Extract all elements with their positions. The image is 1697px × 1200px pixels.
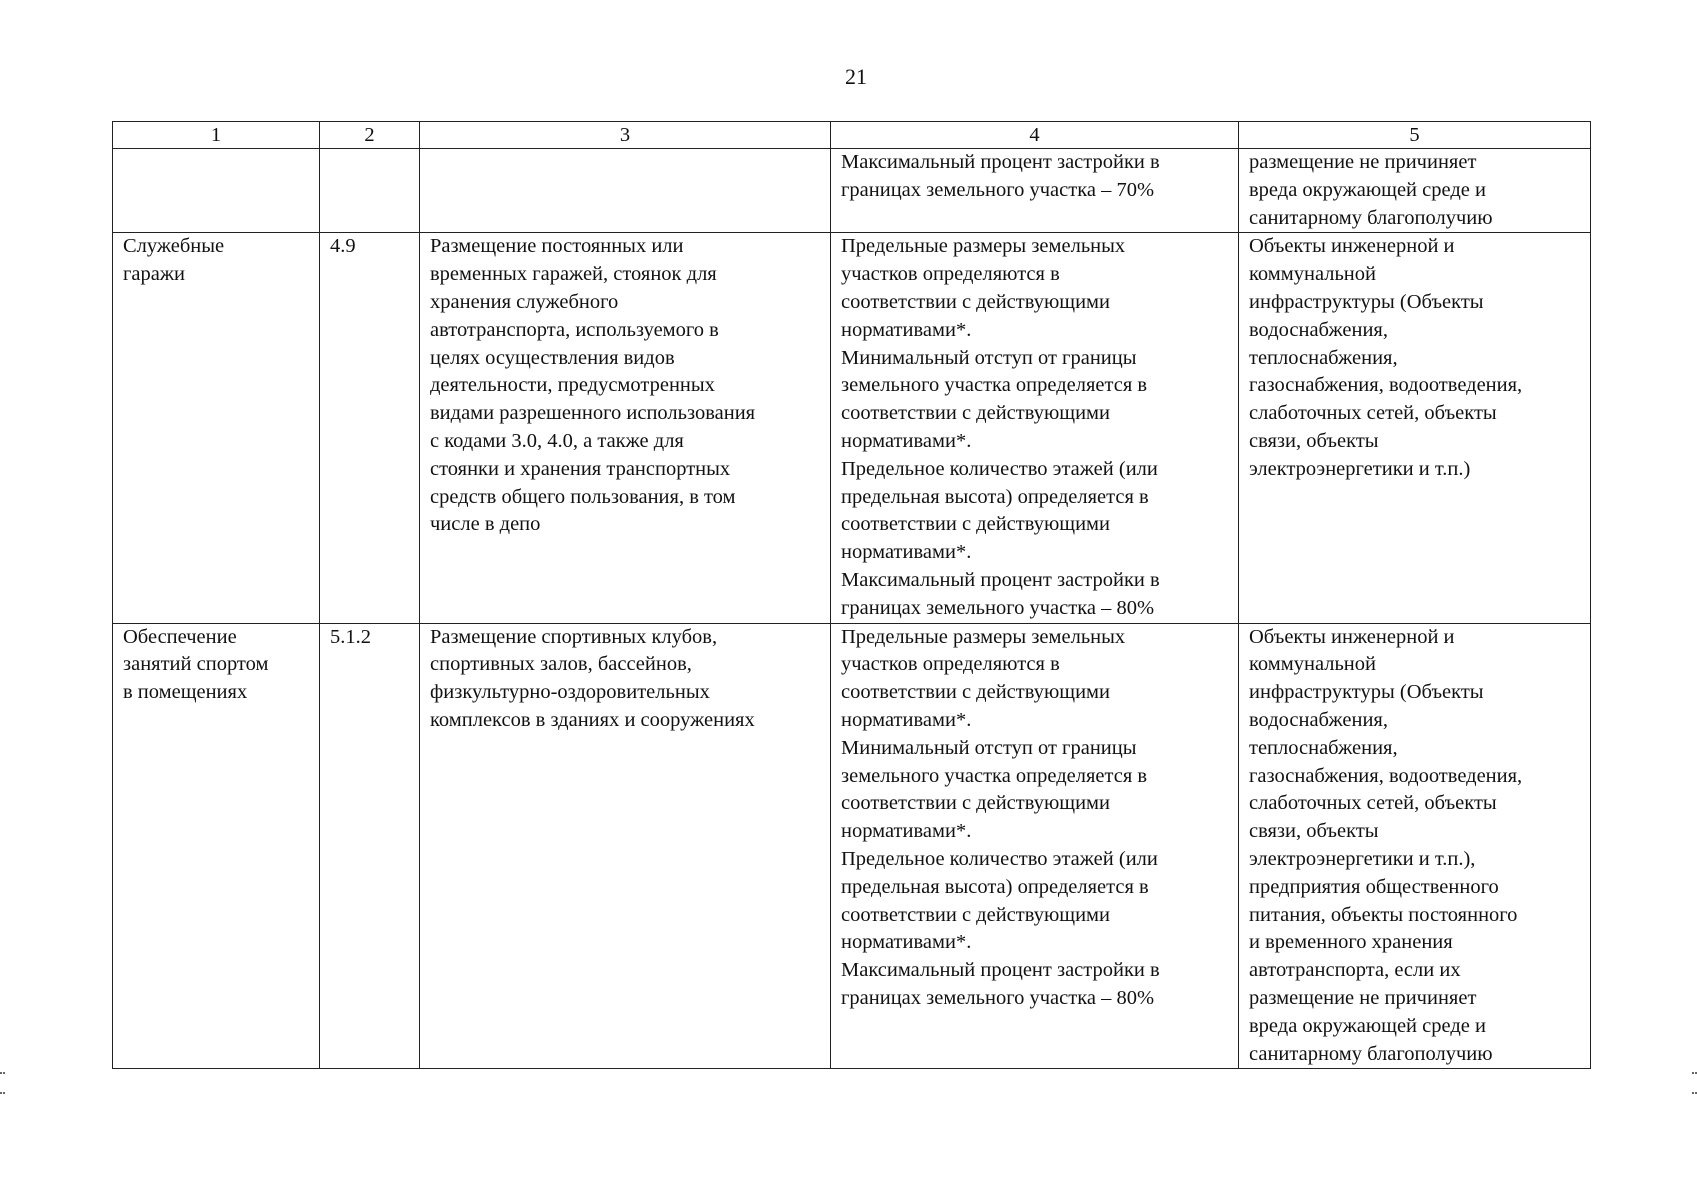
- cell-text-line: Максимальный процент застройки в: [841, 151, 1160, 173]
- cell-text-line: 5.1.2: [330, 625, 371, 648]
- cell-text-line: электроэнергетики и т.п.): [1249, 457, 1471, 480]
- cell-text-line: нормативами*.: [841, 820, 972, 843]
- cell-text-line: коммунальной: [1249, 263, 1376, 286]
- cell-text-line: спортивных залов, бассейнов,: [430, 653, 692, 676]
- cell-text-line: газоснабжения, водоотведения,: [1249, 374, 1523, 397]
- cell-text-line: в помещениях: [123, 681, 248, 704]
- cell-text-line: земельного участка определяется в: [841, 764, 1148, 787]
- cell-text-line: соответствии с действующими: [841, 792, 1110, 815]
- cell-text-line: Минимальный отступ от границы: [841, 736, 1137, 759]
- cell-text-line: Обеспечение: [123, 625, 237, 648]
- cell-text-line: предприятия общественного: [1249, 875, 1499, 898]
- cell-text-line: вреда окружающей среде и: [1249, 178, 1486, 201]
- land-use-table: [112, 121, 1591, 1069]
- cell-text-line: водоснабжения,: [1249, 318, 1388, 341]
- cell-text-line: связи, объекты: [1249, 820, 1379, 843]
- cell-text-line: Максимальный процент застройки в: [841, 959, 1160, 982]
- land-use-description-cell: [420, 149, 831, 233]
- parameters-cell: [831, 623, 1239, 1069]
- cell-text-line: стоянки и хранения транспортных: [430, 457, 731, 480]
- cell-text-line: соответствии с действующими: [841, 513, 1110, 536]
- land-use-code-cell: [320, 623, 420, 1069]
- cell-text-line: водоснабжения,: [1249, 708, 1388, 731]
- cell-text-line: теплоснабжения,: [1249, 736, 1398, 759]
- cell-text-line: соответствии с действующими: [841, 402, 1110, 425]
- header-cell: 2: [320, 122, 420, 149]
- cell-text-line: вреда окружающей среде и: [1249, 1014, 1486, 1037]
- land-use-description-cell: [420, 623, 831, 1069]
- cell-text-line: теплоснабжения,: [1249, 346, 1398, 369]
- cell-text-line: с кодами 3.0, 4.0, а также для: [430, 429, 684, 452]
- cell-text-line: соответствии с действующими: [841, 681, 1110, 704]
- auxiliary-uses-cell: [1239, 623, 1591, 1069]
- cell-text-line: Размещение спортивных клубов,: [430, 625, 718, 648]
- cell-text-line: соответствии с действующими: [841, 903, 1110, 926]
- cell-text-line: коммунальной: [1249, 653, 1376, 676]
- cell-text-line: автотранспорта, используемого в: [430, 318, 719, 341]
- cell-text-line: деятельности, предусмотренных: [430, 374, 715, 397]
- cell-text-line: нормативами*.: [841, 931, 972, 954]
- cell-text-line: земельного участка определяется в: [841, 374, 1148, 397]
- cell-text-line: размещение не причиняет: [1249, 986, 1477, 1009]
- table-row: [113, 233, 1591, 623]
- cell-text-line: Объекты инженерной и: [1249, 235, 1455, 258]
- auxiliary-uses-cell: [1239, 233, 1591, 623]
- header-cell: 1: [113, 122, 320, 149]
- cell-text-line: инфраструктуры (Объекты: [1249, 681, 1484, 704]
- cell-text-line: Минимальный отступ от границы: [841, 346, 1137, 369]
- cell-text-line: электроэнергетики и т.п.),: [1249, 847, 1476, 870]
- cell-text-line: и временного хранения: [1249, 931, 1453, 954]
- cell-text-line: видами разрешенного использования: [430, 402, 756, 425]
- cell-text-line: Размещение постоянных или: [430, 235, 684, 258]
- cell-text-line: Предельное количество этажей (или: [841, 847, 1158, 870]
- land-use-name-cell: [113, 233, 320, 623]
- cell-text-line: средств общего пользования, в том: [430, 485, 736, 508]
- table-row: [113, 623, 1591, 1069]
- auxiliary-uses-cell: [1239, 149, 1591, 233]
- cell-text-line: гаражи: [123, 263, 185, 286]
- scan-edge-mark: [0, 1072, 3, 1094]
- cell-text-line: нормативами*.: [841, 541, 972, 564]
- cell-text-line: связи, объекты: [1249, 429, 1379, 452]
- cell-text-line: временных гаражей, стоянок для: [430, 263, 717, 286]
- land-use-name-cell: [113, 149, 320, 233]
- cell-text-line: границах земельного участка – 80%: [841, 986, 1155, 1009]
- cell-text-line: хранения служебного: [430, 290, 619, 313]
- table-row: [113, 149, 1591, 233]
- header-cell: 5: [1239, 122, 1591, 149]
- cell-text-line: газоснабжения, водоотведения,: [1249, 764, 1523, 787]
- cell-text-line: питания, объекты постоянного: [1249, 903, 1518, 926]
- cell-text-line: физкультурно-оздоровительных: [430, 681, 710, 704]
- cell-text-line: числе в депо: [430, 513, 541, 536]
- cell-text-line: Предельное количество этажей (или: [841, 457, 1158, 480]
- cell-text-line: Объекты инженерной и: [1249, 625, 1455, 648]
- parameters-cell: [831, 149, 1239, 233]
- cell-text-line: санитарному благополучию: [1249, 206, 1493, 229]
- cell-text-line: Предельные размеры земельных: [841, 625, 1126, 648]
- cell-text-line: предельная высота) определяется в: [841, 485, 1149, 508]
- cell-text-line: комплексов в зданиях и сооружениях: [430, 708, 755, 731]
- scan-edge-mark: [1692, 1072, 1695, 1094]
- land-use-code-cell: [320, 149, 420, 233]
- land-use-name-cell: [113, 623, 320, 1069]
- cell-text-line: нормативами*.: [841, 708, 972, 731]
- header-cell: 4: [831, 122, 1239, 149]
- cell-text-line: нормативами*.: [841, 318, 972, 341]
- cell-text-line: занятий спортом: [123, 653, 269, 676]
- cell-text-line: слаботочных сетей, объекты: [1249, 402, 1497, 425]
- cell-text-line: границах земельного участка – 70%: [841, 178, 1155, 201]
- cell-text-line: целях осуществления видов: [430, 346, 675, 369]
- cell-text-line: 4.9: [330, 235, 356, 258]
- parameters-cell: [831, 233, 1239, 623]
- cell-text-line: инфраструктуры (Объекты: [1249, 290, 1484, 313]
- cell-text-line: Служебные: [123, 235, 225, 258]
- page-number: 21: [845, 64, 867, 89]
- cell-text-line: размещение не причиняет: [1249, 151, 1477, 173]
- cell-text-line: Предельные размеры земельных: [841, 235, 1126, 258]
- cell-text-line: слаботочных сетей, объекты: [1249, 792, 1497, 815]
- cell-text-line: границах земельного участка – 80%: [841, 596, 1155, 619]
- cell-text-line: участков определяются в: [841, 653, 1060, 676]
- land-use-code-cell: [320, 233, 420, 623]
- cell-text-line: Максимальный процент застройки в: [841, 568, 1160, 591]
- cell-text-line: санитарному благополучию: [1249, 1042, 1493, 1065]
- cell-text-line: участков определяются в: [841, 263, 1060, 286]
- header-cell: 3: [420, 122, 831, 149]
- header-row: [113, 122, 1591, 149]
- land-use-description-cell: [420, 233, 831, 623]
- cell-text-line: предельная высота) определяется в: [841, 875, 1149, 898]
- cell-text-line: автотранспорта, если их: [1249, 959, 1461, 982]
- cell-text-line: нормативами*.: [841, 429, 972, 452]
- cell-text-line: соответствии с действующими: [841, 290, 1110, 313]
